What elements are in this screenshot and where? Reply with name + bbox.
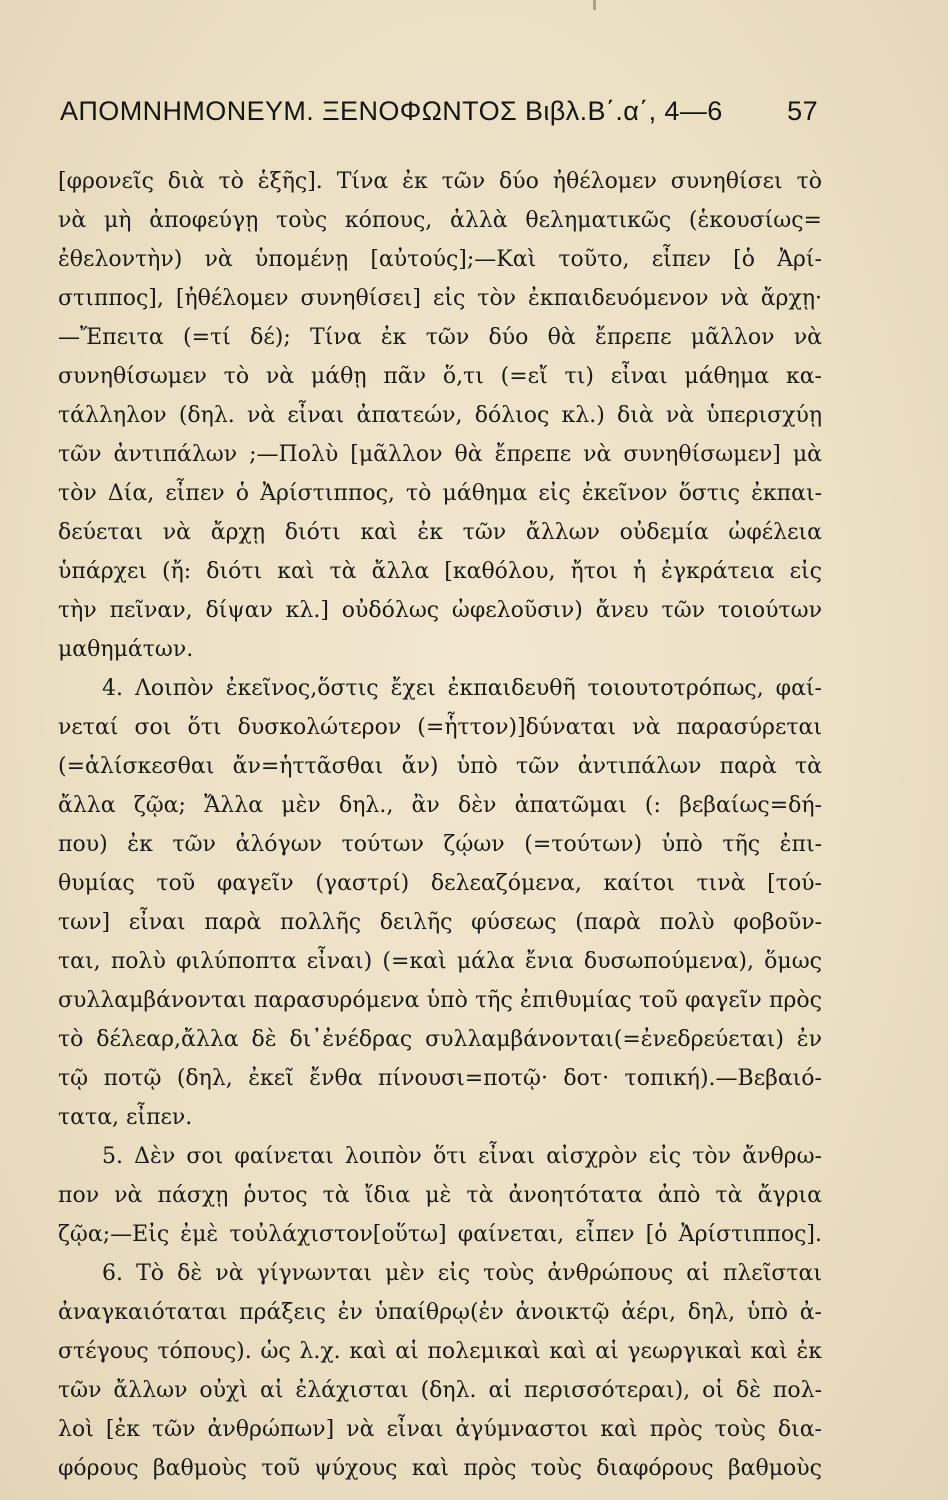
text-line: δεύεται νὰ ἄρχῃ διότι καὶ ἐκ τῶν ἄλλων οὐδεμία ὠφέλεια [58,520,822,545]
text-line: των] εἶναι παρὰ πολλῆς δειλῆς φύσεως (παρὰ πολὺ φοβοῦν- [58,910,822,935]
text-line: τάλληλον (δηλ. νὰ εἶναι ἀπατεών, δόλιος κλ.) διὰ νὰ ὑπερισχύῃ [58,403,822,428]
running-title: ΑΠΟΜΝΗΜΟΝΕΥΜ. ΞΕΝΟΦΩΝΤΟΣ Βιβλ.Β΄.α΄, 4—6 [60,96,723,126]
paragraph-4-start: 4. Λοιπὸν ἐκεῖνος,ὅστις ἔχει ἐκπαιδευθῆ τοιουτοτρόπως, φαί- [102,676,822,701]
text-line: πον νὰ πάσχῃ ῥυτος τὰ ἴδια μὲ τὰ ἀνοητότατα ἀπὸ τὰ ἄγρια [58,1183,822,1208]
page-speck [593,0,596,10]
text-line: λοὶ [ἐκ τῶν ἀνθρώπων] νὰ εἶναι ἀγύμναστοι καὶ πρὸς τοὺς δια- [58,1417,822,1442]
text-line: θυμίας τοῦ φαγεῖν (γαστρί) δελεαζόμενα, καίτοι τινὰ [τού- [58,871,822,896]
text-line: συνηθίσωμεν τὸ νὰ μάθῃ πᾶν ὅ,τι (=εἴ τι) εἶναι μάθημα κα- [58,364,822,389]
text-line: (=ἁλίσκεσθαι ἄν=ἡττᾶσθαι ἄν) ὑπὸ τῶν ἀντιπάλων παρὰ τὰ [58,754,822,779]
text-line: φόρους βαθμοὺς τοῦ ψύχους καὶ πρὸς τοὺς διαφόρους βαθμοὺς [58,1456,822,1481]
text-line: νεταί σοι ὅτι δυσκολώτερον (=ἧττον)]δύναται νὰ παρασύρεται [58,715,822,740]
text-line: ὑπάρχει (ἤ: διότι καὶ τὰ ἄλλα [καθόλου, ἤτοι ἡ ἐγκράτεια εἰς [58,559,822,584]
text-line: τὸ δέλεαρ,ἄλλα δὲ δι᾽ἐνέδρας συλλαμβάνονται(=ἐνεδρεύεται) ἐν [58,1027,822,1052]
text-line: ται, πολὺ φιλύποπτα εἶναι) (=καὶ μάλα ἔνια δυσωπούμενα), ὅμως [58,949,822,974]
text-line: στιππος], [ἠθέλομεν συνηθίσει] εἰς τὸν ἐκπαιδευόμενον νὰ ἄρχῃ· [58,286,822,311]
body-text [58,162,822,1488]
paragraph-5-start: 5. Δὲν σοι φαίνεται λοιπὸν ὅτι εἶναι αἰσχρὸν εἰς τὸν ἄνθρω- [102,1144,822,1169]
text-line: ἄλλα ζῷα; Ἄλλα μὲν δηλ., ἂν δὲν ἀπατῶμαι (: βεβαίως=δή- [58,793,822,818]
text-line: τὴν πεῖναν, δίψαν κλ.] οὐδόλως ὠφελοῦσιν) ἄνευ τῶν τοιούτων [58,598,822,623]
text-line: που) ἐκ τῶν ἀλόγων τούτων ζῴων (=τούτων) ὑπὸ τῆς ἐπι- [58,832,822,857]
paragraph-6-start: 6. Τὸ δὲ νὰ γίγνωνται μὲν εἰς τοὺς ἀνθρώπους αἱ πλεῖσται [102,1261,822,1286]
text-line: τῶν ἄλλων οὐχὶ αἱ ἐλάχισται (δηλ. αἱ περισσότεραι), οἱ δὲ πολ- [58,1378,822,1403]
text-line: ἀναγκαιόταται πράξεις ἐν ὑπαίθρῳ(ἐν ἀνοικτῷ ἀέρι, δηλ, ὑπὸ ἀ- [58,1300,822,1325]
text-line: συλλαμβάνονται παρασυρόμενα ὑπὸ τῆς ἐπιθυμίας τοῦ φαγεῖν πρὸς [58,988,822,1013]
running-header [60,96,818,136]
text-line: [φρονεῖς διὰ τὸ ἑξῆς]. Τίνα ἐκ τῶν δύο ἠθέλομεν συνηθίσει τὸ [58,169,822,194]
text-line: μαθημάτων. [58,637,194,662]
text-line: στέγους τόπους). ὡς λ.χ. καὶ αἱ πολεμικαὶ καὶ αἱ γεωργικαὶ καὶ ἐκ [58,1339,822,1364]
text-line: τὸν Δία, εἶπεν ὁ Ἀρίστιππος, τὸ μάθημα εἰς ἐκεῖνον ὅστις ἐκπαι- [58,481,822,506]
page-number: 57 [787,96,818,126]
text-line: νὰ μὴ ἀποφεύγῃ τοὺς κόπους, ἀλλὰ θεληματικῶς (ἑκουσίως= [58,208,822,233]
text-line: ζῷα;—Εἰς ἐμὲ τοὐλάχιστον[οὕτω] φαίνεται, εἶπεν [ὁ Ἀρίστιππος]. [58,1222,822,1247]
text-line: τατα, εἶπεν. [58,1105,193,1130]
text-line: —Ἔπειτα (=τί δέ); Τίνα ἐκ τῶν δύο θὰ ἔπρεπε μᾶλλον νὰ [58,325,822,350]
text-line: τῷ ποτῷ (δηλ, ἐκεῖ ἔνθα πίνουσι=ποτῷ· δοτ· τοπική).—Βεβαιό- [58,1066,822,1091]
text-line: τῶν ἀντιπάλων ;—Πολὺ [μᾶλλον θὰ ἔπρεπε νὰ συνηθίσωμεν] μὰ [58,442,822,467]
text-line: ἐθελοντὴν) νὰ ὑπομένῃ [αὐτούς];—Καὶ τοῦτο, εἶπεν [ὁ Ἀρί- [58,247,822,272]
